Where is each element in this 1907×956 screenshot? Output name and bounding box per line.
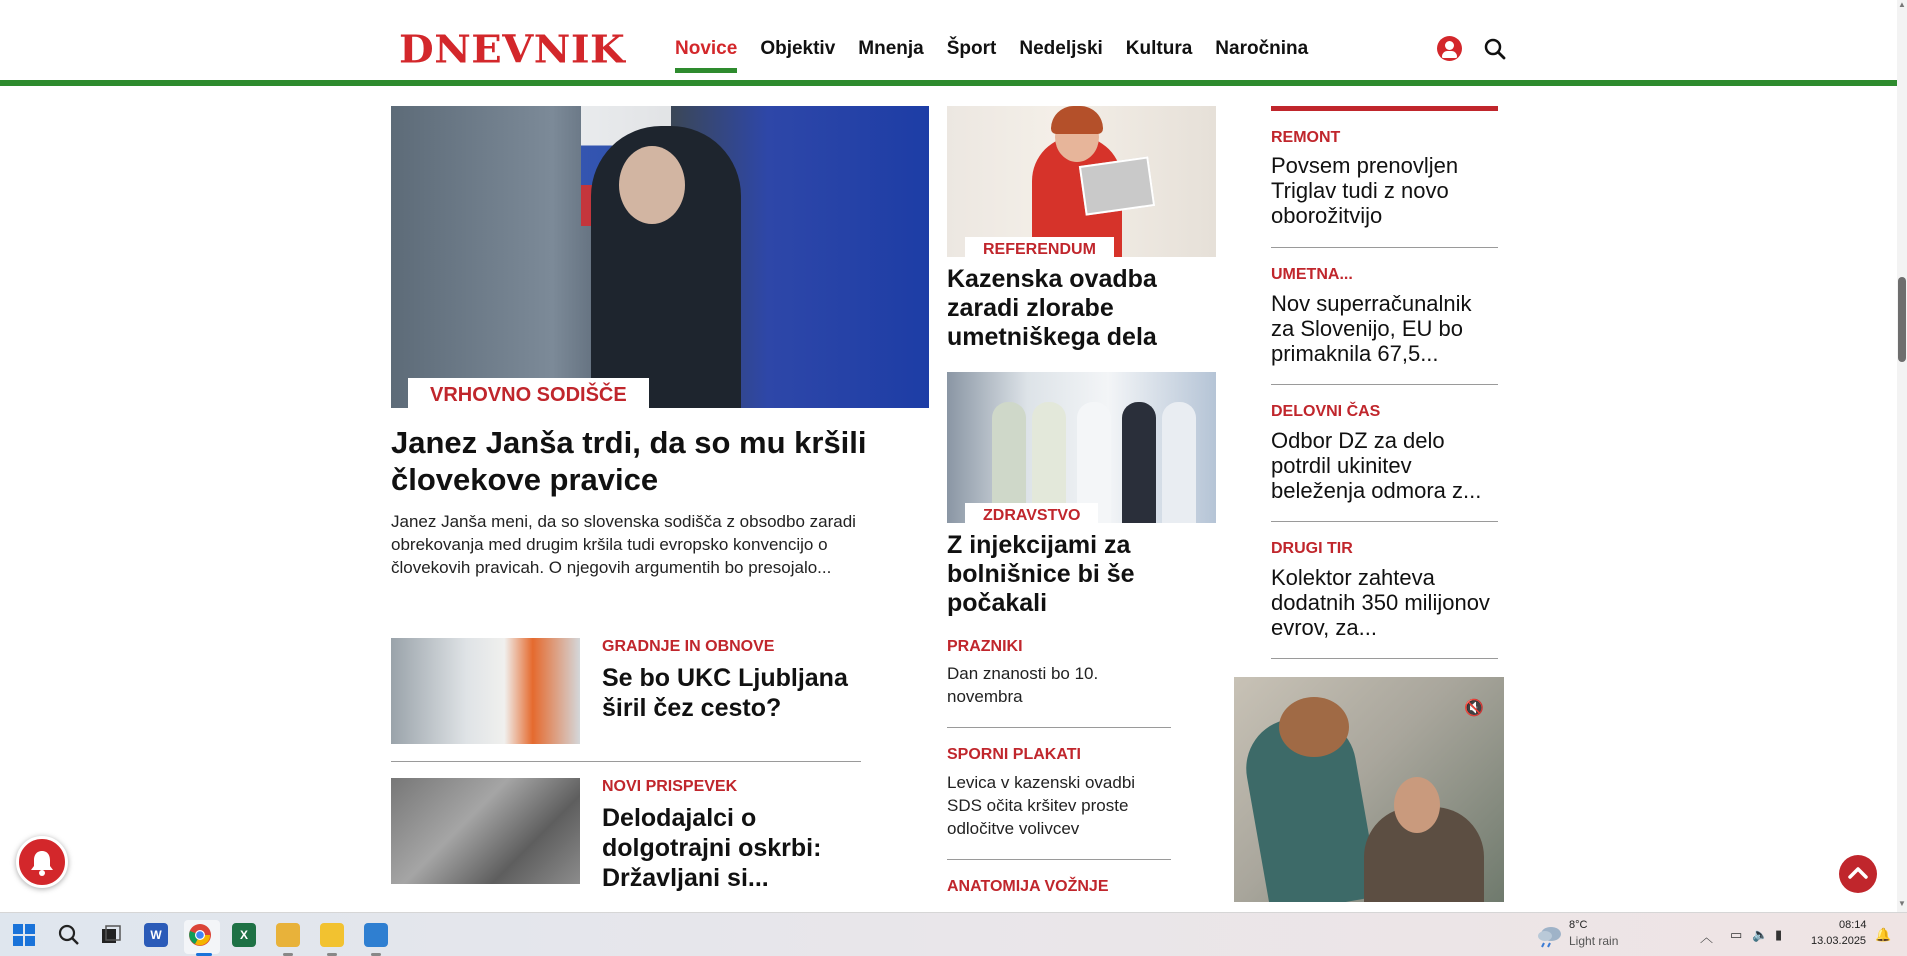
nav-item-sport[interactable]: Šport: [946, 38, 997, 59]
nav-item-objektiv[interactable]: Objektiv: [760, 38, 836, 59]
weather-description[interactable]: Light rain: [1569, 934, 1619, 948]
brief-kicker[interactable]: SPORNI PLAKATI: [947, 746, 1081, 763]
chrome-app-icon[interactable]: [188, 923, 212, 947]
main-story-lead[interactable]: Janez Janša meni, da so slovenska sodišča z obsodbo zaradi obrekovanja med drugim kršila tudi evropsko konvencijo o človekovih pravicah. O njegovih argumentih bo presojalo...: [391, 512, 856, 577]
right-story-title[interactable]: Odbor DZ za delo potrdil ukinitev beleženja odmora z...: [1271, 428, 1482, 503]
notepad-icon[interactable]: [364, 923, 388, 947]
search-icon[interactable]: [1484, 38, 1506, 60]
windows-start-icon[interactable]: [12, 923, 36, 947]
small-story-photo[interactable]: [391, 638, 580, 744]
weather-temperature[interactable]: 8°C: [1569, 919, 1588, 931]
nav-item-kultura[interactable]: Kultura: [1125, 38, 1193, 59]
scroll-thumb[interactable]: [1898, 277, 1906, 362]
middle-story-title[interactable]: Kazenska ovadba zaradi zlorabe umetniškega dela: [947, 265, 1157, 351]
small-story[interactable]: [391, 778, 861, 892]
story-divider: [391, 761, 861, 762]
middle-story-kicker[interactable]: REFERENDUM: [965, 237, 1114, 263]
network-icon[interactable]: ▭: [1730, 927, 1743, 942]
small-story-title[interactable]: Delodajalci o dolgotrajni oskrbi: Državljani si...: [602, 804, 822, 892]
right-story-kicker[interactable]: DELOVNI ČAS: [1271, 403, 1381, 420]
right-story-title[interactable]: Povsem prenovljen Triglav tudi z novo oborožitvijo: [1271, 153, 1459, 228]
page-scrollbar[interactable]: [1897, 0, 1907, 912]
search-icon[interactable]: [57, 923, 81, 947]
nav-item-nedeljski[interactable]: Nedeljski: [1019, 38, 1103, 59]
mute-icon[interactable]: 🔇: [1464, 700, 1484, 717]
small-story-kicker[interactable]: GRADNJE IN OBNOVE: [602, 638, 775, 655]
excel-app-icon[interactable]: X: [232, 923, 256, 947]
site-logo[interactable]: DNEVNIK: [399, 27, 626, 72]
brief-text[interactable]: Levica v kazenski ovadbi SDS očita kršitev proste odločitve volivcev: [947, 773, 1136, 838]
right-story-title[interactable]: Nov superračunalnik za Slovenijo, EU bo primaknila 67,5...: [1271, 291, 1472, 366]
right-story-kicker[interactable]: UMETNA...: [1271, 266, 1353, 283]
file-explorer-icon[interactable]: [320, 923, 344, 947]
photo-person: [1122, 402, 1156, 523]
scroll-down-arrow-icon[interactable]: ▼: [1898, 899, 1906, 908]
photo-document: [1079, 156, 1155, 215]
right-story-kicker[interactable]: DRUGI TIR: [1271, 540, 1353, 557]
right-divider: [1271, 658, 1498, 659]
video-figure-head: [1394, 777, 1440, 833]
main-story-title[interactable]: Janez Janša trdi, da so mu kršili človekove pravice: [391, 425, 867, 497]
battery-icon[interactable]: ▮: [1775, 927, 1783, 942]
main-nav: [675, 38, 1331, 74]
right-column-topbar: [1271, 106, 1498, 111]
brief-text[interactable]: Dan znanosti bo 10. novembra: [947, 664, 1099, 706]
middle-story-photo[interactable]: [947, 372, 1216, 523]
clock-date[interactable]: 13.03.2025: [1811, 935, 1867, 947]
main-story-photo[interactable]: [391, 106, 929, 408]
nav-item-narocnina[interactable]: Naročnina: [1215, 38, 1309, 59]
bell-icon: [19, 839, 65, 885]
video-figure-hair: [1279, 697, 1349, 757]
middle-story-photo[interactable]: [947, 106, 1216, 257]
middle-story-title[interactable]: Z injekcijami za bolnišnice bi še počakali: [947, 531, 1135, 617]
right-divider: [1271, 521, 1498, 522]
nav-item-novice[interactable]: Novice: [675, 38, 737, 74]
word-app-icon[interactable]: W: [144, 923, 168, 947]
right-divider: [1271, 247, 1498, 248]
right-story-kicker[interactable]: REMONT: [1271, 129, 1341, 146]
right-divider: [1271, 384, 1498, 385]
small-story-kicker[interactable]: NOVI PRISPEVEK: [602, 778, 738, 795]
task-view-icon[interactable]: [99, 923, 123, 947]
user-account-icon[interactable]: [1437, 36, 1462, 61]
photo-hair: [1051, 106, 1103, 134]
chevron-up-icon[interactable]: ︿: [1700, 930, 1714, 945]
app-icon[interactable]: [276, 923, 300, 947]
brief-divider: [947, 859, 1171, 860]
photo-head: [619, 146, 685, 224]
small-story-photo[interactable]: [391, 778, 580, 884]
brief-kicker[interactable]: PRAZNIKI: [947, 638, 1023, 655]
brief-kicker[interactable]: ANATOMIJA VOŽNJE: [947, 878, 1109, 895]
right-story-title[interactable]: Kolektor zahteva dodatnih 350 milijonov evrov, za...: [1271, 565, 1490, 640]
small-story[interactable]: [391, 638, 861, 744]
photo-person: [1162, 402, 1196, 523]
clock-time[interactable]: 08:14: [1839, 919, 1867, 931]
notification-bell-icon[interactable]: 🔔: [1875, 927, 1892, 942]
nav-item-mnenja[interactable]: Mnenja: [858, 38, 924, 59]
small-story-title[interactable]: Se bo UKC Ljubljana širil čez cesto?: [602, 664, 848, 722]
brief-divider: [947, 727, 1171, 728]
chevron-up-icon: [1839, 855, 1877, 893]
notification-bell-button[interactable]: [16, 836, 68, 888]
scroll-up-arrow-icon[interactable]: ▲: [1898, 0, 1906, 9]
scroll-to-top-button[interactable]: [1839, 855, 1877, 893]
middle-story-kicker[interactable]: ZDRAVSTVO: [965, 503, 1098, 529]
weather-cloud-icon[interactable]: [1536, 922, 1564, 948]
windows-taskbar: [0, 912, 1907, 956]
volume-icon[interactable]: 🔈: [1752, 927, 1769, 942]
site-header: [0, 0, 1897, 86]
main-story-kicker[interactable]: VRHOVNO SODIŠČE: [408, 378, 649, 413]
